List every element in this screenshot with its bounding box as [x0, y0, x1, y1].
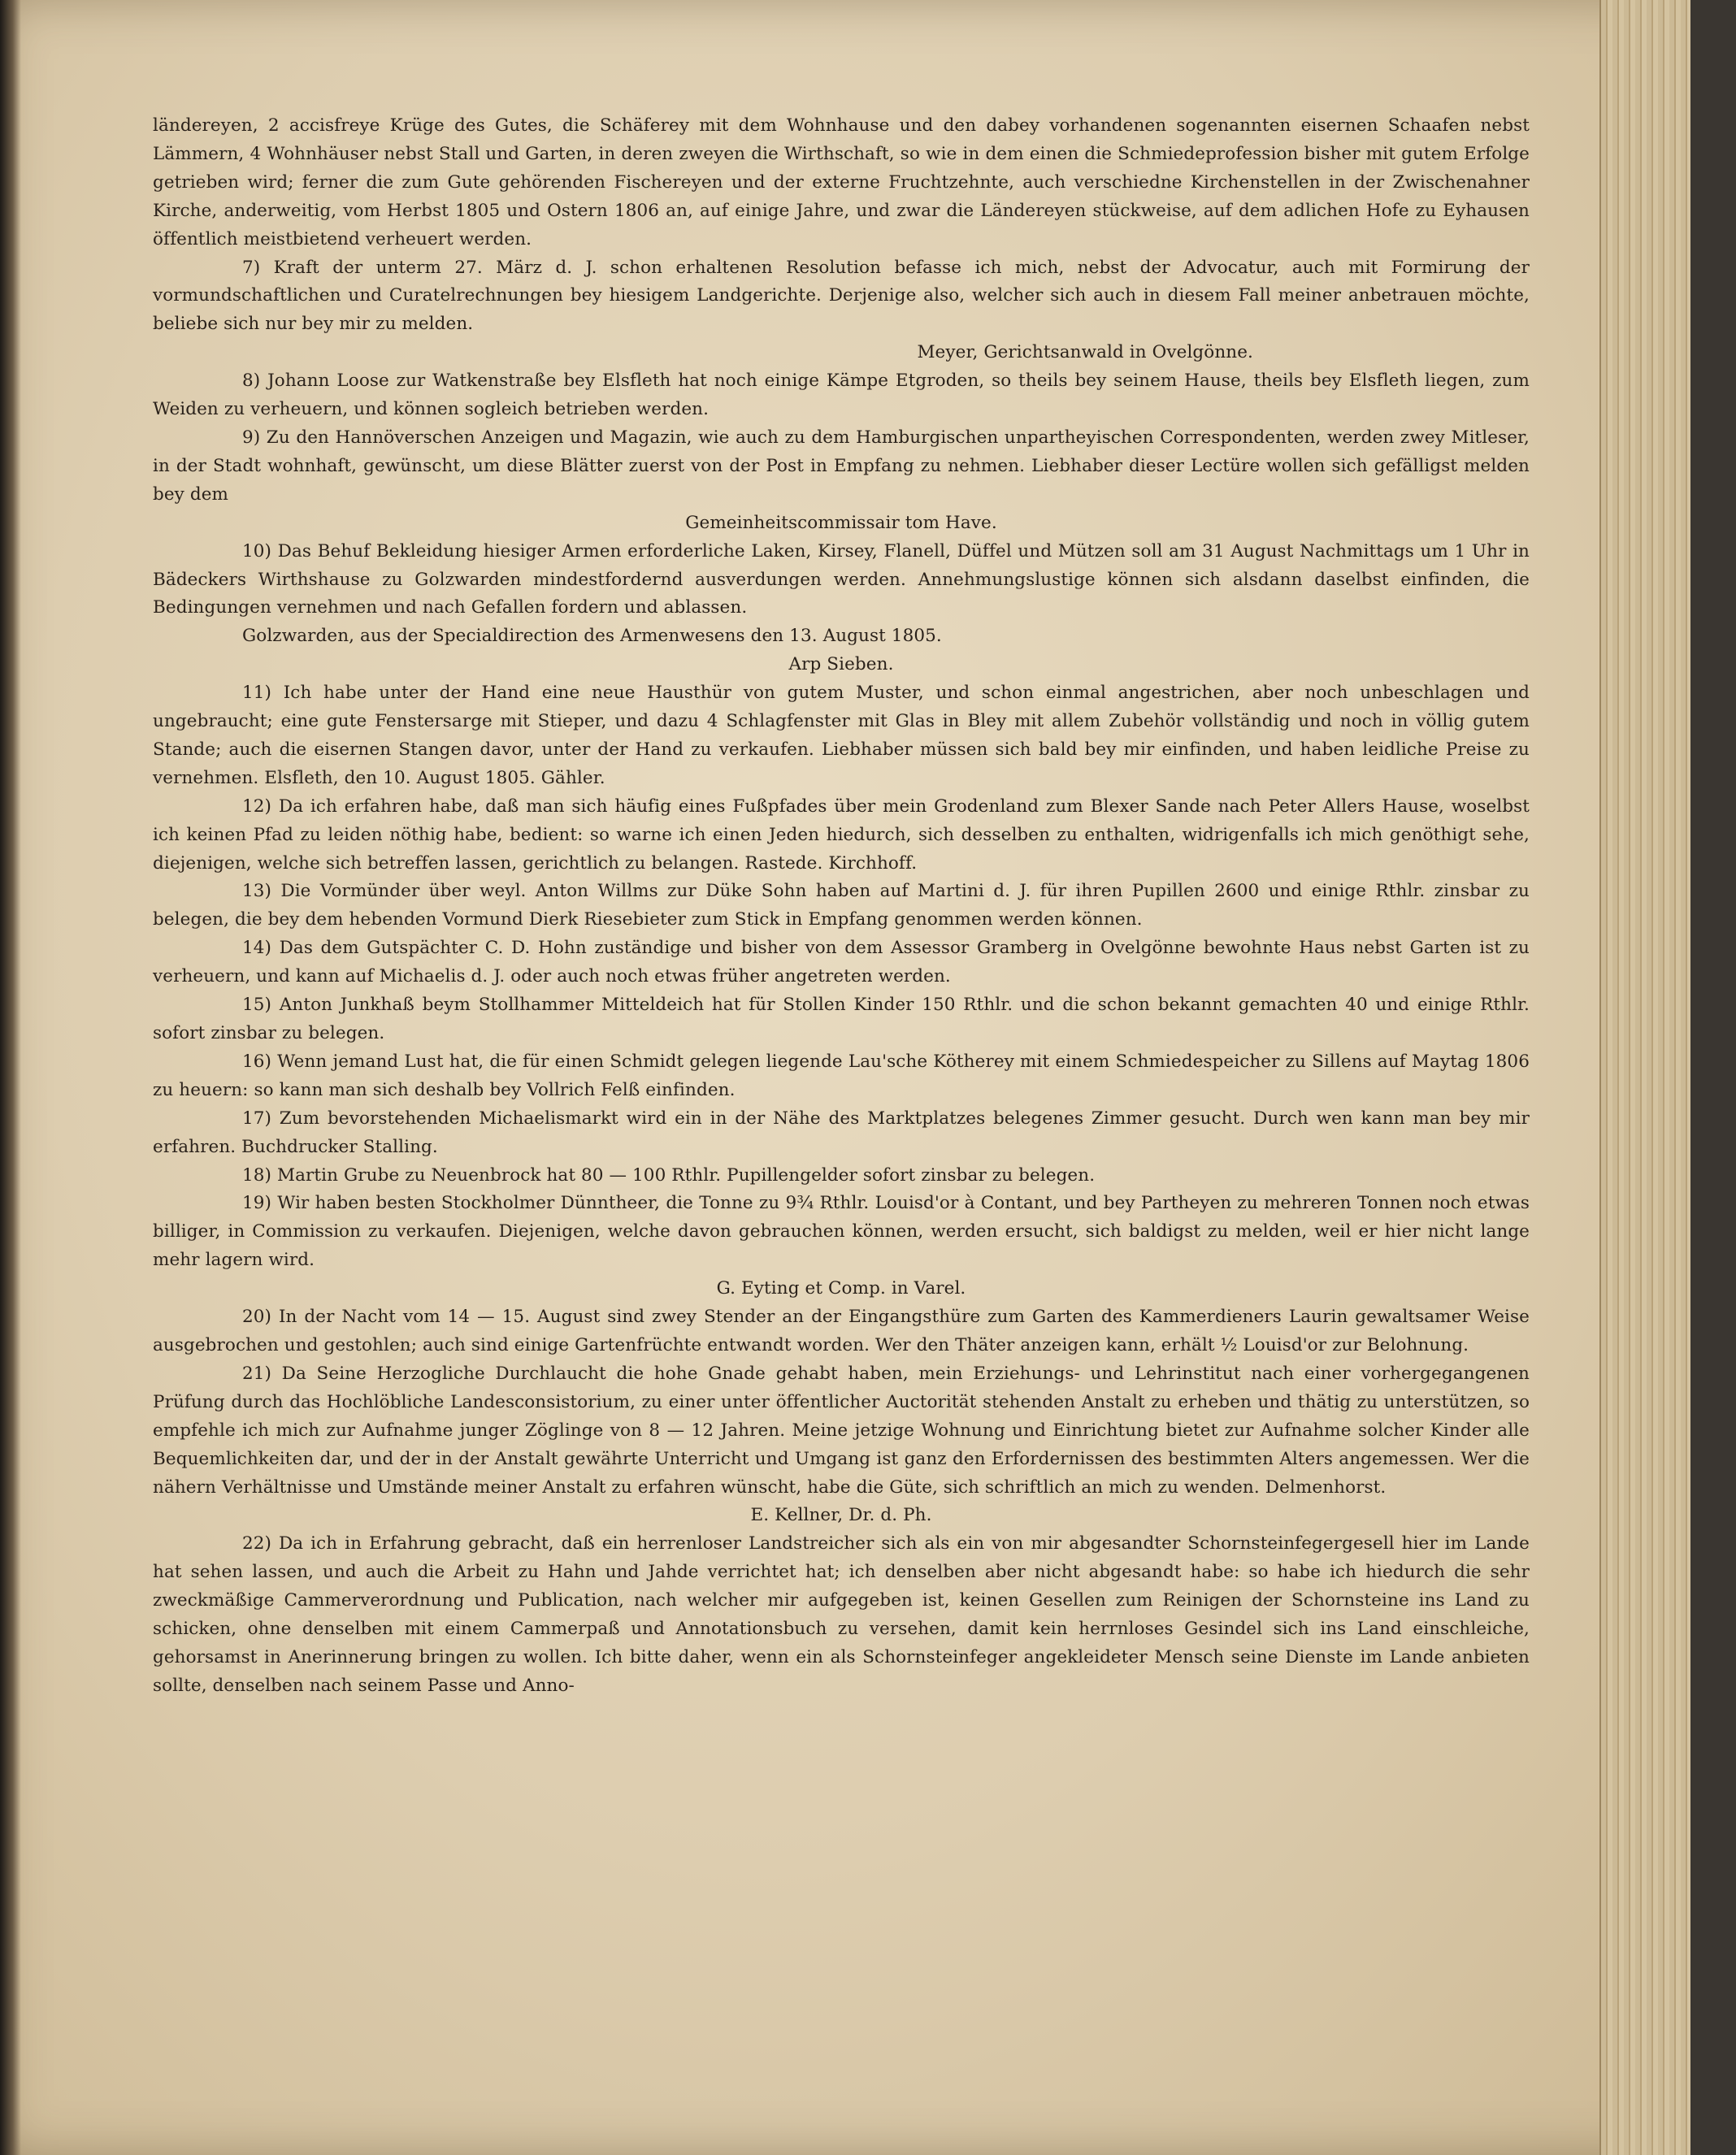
page-edge-stack — [1599, 0, 1690, 2155]
paragraph-l02: 7) Kraft der unterm 27. März d. J. schon erhaltenen Resolution befasse ich mich, nebst der Advocatur, auch mit Formirung der vormundschaftlichen und Curatelrechnungen bey hiesigem Landgerichte. Derjenige also, welcher sich auch in diesem Fall meiner anbetrauen möchte, beliebe sich nur bey mir zu melden. — [153, 257, 1530, 335]
advertisement-column — [153, 112, 1530, 1701]
page-gutter-shadow — [0, 0, 21, 2155]
paragraph-l15: 16) Wenn jemand Lust hat, die für einen Schmidt gelegen liegende Lau'sche Kötherey mit einem Schmiedespeicher zu Sillens auf Maytag 1806 zu heuern: so kann man sich deshalb bey Vollrich Felß einfinden. — [153, 1051, 1530, 1100]
paragraph-l20: 20) In der Nacht vom 14 — 15. August sind zwey Stender an der Eingangsthüre zum Garten des Kammerdieners Laurin gewaltsamer Weise ausgebrochen und gestohlen; auch sind einige Gartenfrüchte entwandt worden. Wer den Thäter anzeigen kann, erhält ½ Louisd'or zur Belohnung. — [153, 1307, 1530, 1355]
paragraph-l16: 17) Zum bevorstehenden Michaelismarkt wird ein in der Nähe des Marktplatzes belegenes Zimmer gesucht. Durch wen kann man bey mir erfahren. Buchdrucker Stalling. — [153, 1108, 1530, 1157]
paragraph-l07: 10) Das Behuf Bekleidung hiesiger Armen erforderliche Laken, Kirsey, Flanell, Düffel und Mützen soll am 31 August Nachmittags um 1 Uhr in Bädeckers Wirthshause zu Golzwarden mindestfordernd ausverdungen werden. Annehmungslustige können sich alsdann daselbst einfinden, die Bedingungen vernehmen und nach Gefallen fordern und ablassen. — [153, 540, 1530, 618]
paragraph-l17: 18) Martin Grube zu Neuenbrock hat 80 — 100 Rthlr. Pupillengelder sofort zinsbar zu belegen. — [242, 1164, 1096, 1186]
paragraph-l01: ländereyen, 2 accisfreye Krüge des Gutes, die Schäferey mit dem Wohnhause und den dabey vorhandenen sogenannten eisernen Schaafen nebst Lämmern, 4 Wohnhäuser nebst Stall und Garten, in deren zweyen die Wirthschaft, so wie in dem einen die Schmiedeprofession bisher mit gutem Erfolge getrieben wird; ferner die zum Gute gehörenden Fischereyen und der externe Fruchtzehnte, auch verschiedne Kirchenstellen in der Zwischenahner Kirche, anderweitig, vom Herbst 1805 und Ostern 1806 an, auf einige Jahre, und zwar die Ländereyen stückweise, auf dem adlichen Hofe zu Eyhausen öffentlich meistbietend verheuert werden. — [153, 115, 1530, 249]
paragraph-l11: 12) Da ich erfahren habe, daß man sich häufig eines Fußpfades über mein Grodenland zum Blexer Sande nach Peter Allers Hause, woselbst ich keinen Pfad zu leiden nöthig habe, bedient: so warne ich einen Jeden hiedurch, sich desselben zu enthalten, widrigenfalls ich mich genöthigt sehe, diejenigen, welche sich betreffen lassen, gerichtlich zu belangen. Rastede. Kirchhoff. — [153, 796, 1530, 874]
paragraph-l04: 8) Johann Loose zur Watkenstraße bey Elsfleth hat noch einige Kämpe Etgroden, so theils bey seinem Hause, theils bey Elsfleth liegen, zum Weiden zu verheuern, und können sogleich betrieben werden. — [153, 371, 1530, 420]
paragraph-l19: G. Eyting et Comp. in Varel. — [716, 1278, 966, 1299]
paragraph-l22: E. Kellner, Dr. d. Ph. — [750, 1505, 932, 1526]
paragraph-l12: 13) Die Vormünder über weyl. Anton Willms zur Düke Sohn haben auf Martini d. J. für ihren Pupillen 2600 und einige Rthlr. zinsbar zu belegen, die bey dem hebenden Vormund Dierk Riesebieter zum Stick in Empfang genommen werden können. — [153, 881, 1530, 930]
paragraph-l05: 9) Zu den Hannöverschen Anzeigen und Magazin, wie auch zu dem Hamburgischen unpartheyischen Correspondenten, werden zwey Mitleser, in der Stadt wohnhaft, gewünscht, um diese Blätter zuerst von der Post in Empfang zu nehmen. Liebhaber dieser Lectüre wollen sich gefälligst melden bey dem — [153, 427, 1530, 505]
paragraph-l13: 14) Das dem Gutspächter C. D. Hohn zuständige und bisher von dem Assessor Gramberg in Ovelgönne bewohnte Haus nebst Garten ist zu verheuern, und kann auf Michaelis d. J. oder auch noch etwas früher angetreten werden. — [153, 938, 1530, 987]
paragraph-l23: 22) Da ich in Erfahrung gebracht, daß ein herrenloser Landstreicher sich als ein von mir abgesandter Schornsteinfegergesell hier im Lande hat sehen lassen, und auch die Arbeit zu Hahn und Jahde verrichtet hat; ich denselben aber nicht abgesandt habe: so habe ich hiedurch die sehr zweckmäßige Cammerverordnung und Publication, nach welcher mir aufgegeben ist, keinen Gesellen zum Reinigen der Schornsteine ins Land zu schicken, ohne denselben mit einem Cammerpaß und Annotationsbuch zu versehen, damit kein herrnloses Gesindel sich ins Land einschleiche, gehorsamst in Anerinnerung bringen zu wollen. Ich bitte daher, wenn ein als Schornsteinfeger angekleideter Mensch seine Dienste im Lande anbieten sollte, denselben nach seinem Passe und Anno- — [153, 1533, 1530, 1696]
paragraph-l18: 19) Wir haben besten Stockholmer Dünntheer, die Tonne zu 9¾ Rthlr. Louisd'or à Contant, und bey Partheyen zu mehreren Tonnen noch etwas billiger, in Commission zu verkaufen. Diejenigen, welche davon gebrauchen können, werden ersucht, sich baldigst zu melden, weil er hier nicht lange mehr lagern wird. — [153, 1193, 1530, 1271]
paragraph-l14: 15) Anton Junkhaß beym Stollhammer Mitteldeich hat für Stollen Kinder 150 Rthlr. und die schon bekannt gemachten 40 und einige Rthlr. sofort zinsbar zu belegen. — [153, 995, 1530, 1043]
paragraph-l10: 11) Ich habe unter der Hand eine neue Hausthür von gutem Muster, und schon einmal angestrichen, aber noch unbeschlagen und ungebraucht; eine gute Fenstersarge mit Stieper, und dazu 4 Schlagfenster mit Glas in Bley mit allem Zubehör vollständig und noch in völlig gutem Stande; auch die eisernen Stangen davor, unter der Hand zu verkaufen. Liebhaber müssen sich bald bey mir einfinden, und haben leidliche Preise zu vernehmen. Elsfleth, den 10. August 1805. Gähler. — [153, 683, 1530, 788]
paragraph-l09: Arp Sieben. — [788, 654, 894, 675]
paragraph-l08: Golzwarden, aus der Specialdirection des Armenwesens den 13. August 1805. — [242, 626, 942, 647]
paragraph-l03: Meyer, Gerichtsanwald in Ovelgönne. — [917, 342, 1253, 363]
paragraph-l21: 21) Da Seine Herzogliche Durchlaucht die hohe Gnade gehabt haben, mein Erziehungs- und Lehrinstitut nach einer vorhergegangenen Prüfung durch das Hochlöbliche Landesconsistorium, zu einer unter öffentlicher Auctorität stehenden Anstalt zu erheben und thätig zu unterstützen, so empfehle ich mich zur Aufnahme junger Zöglinge von 8 — 12 Jahren. Meine jetzige Wohnung und Einrichtung bietet zur Aufnahme solcher Kinder alle Bequemlichkeiten dar, und der in der Anstalt gewährte Unterricht und Umgang ist ganz den Erfordernissen des bestimmten Alters angemessen. Wer die nähern Verhältnisse und Umstände meiner Anstalt zu erfahren wünscht, habe die Güte, sich schriftlich an mich zu wenden. Delmenhorst. — [153, 1363, 1530, 1498]
paragraph-l06: Gemeinheitscommissair tom Have. — [685, 512, 997, 533]
